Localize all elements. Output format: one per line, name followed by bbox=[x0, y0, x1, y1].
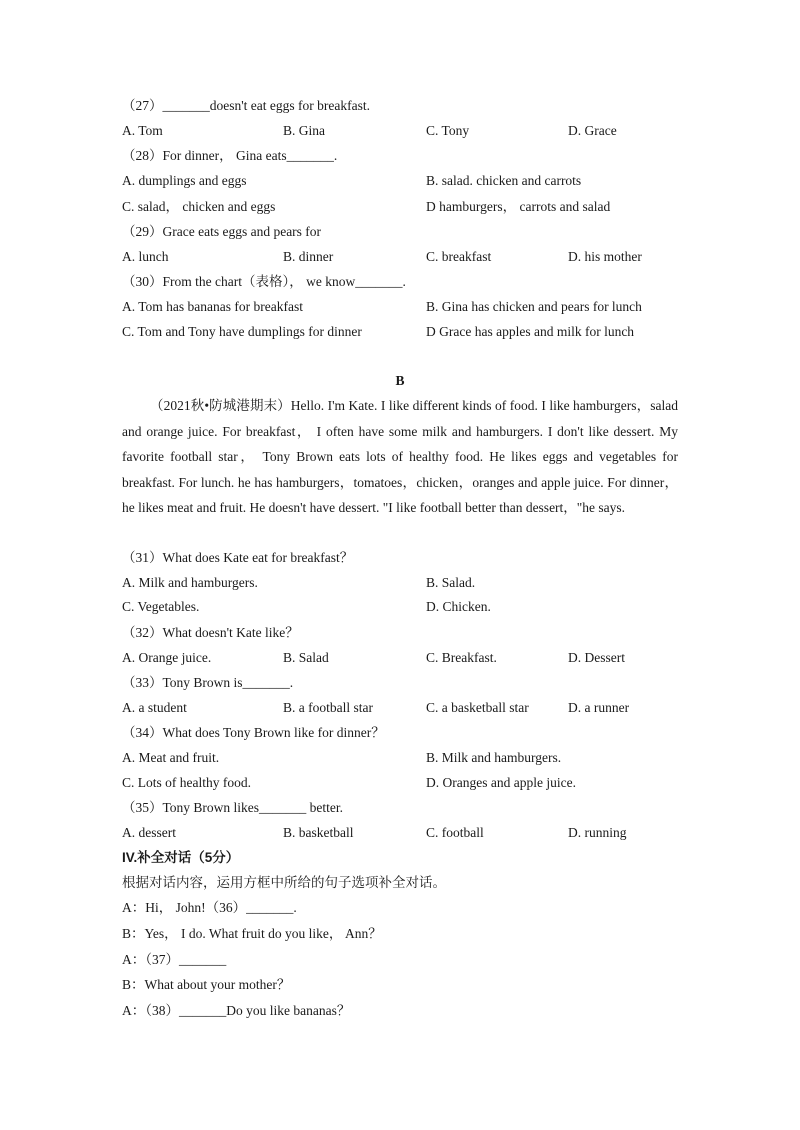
option-c: C. Breakfast. bbox=[426, 650, 497, 665]
question-35-stem: （35）Tony Brown likes_______ better. bbox=[122, 800, 344, 815]
section-iv-instruction: 根据对话内容，运用方框中所给的句子选项补全对话。 bbox=[122, 875, 446, 890]
question-28-options-row1 bbox=[122, 172, 682, 190]
option-b: B. Salad bbox=[283, 650, 329, 665]
option-a: A. a student bbox=[122, 700, 187, 715]
question-30-stem: （30）From the chart（表格）， we know_______. bbox=[122, 274, 406, 289]
question-31-options-row2 bbox=[122, 598, 682, 616]
question-34-stem: （34）What does Tony Brown like for dinner？ bbox=[122, 725, 385, 740]
option-c: C. a basketball star bbox=[426, 700, 529, 715]
dialogue-line: A：Hi， John!（36）_______. bbox=[122, 900, 297, 915]
option-d: D. his mother bbox=[568, 249, 642, 264]
option-a: A. dessert bbox=[122, 825, 176, 840]
option-b: B. Salad. bbox=[426, 575, 476, 590]
question-30-options-row2 bbox=[122, 323, 682, 341]
section-iv-title: IV.补全对话（5分） bbox=[122, 850, 240, 865]
question-34-options-row2 bbox=[122, 774, 682, 792]
option-c: C. Vegetables. bbox=[122, 599, 200, 614]
option-a: A. dumplings and eggs bbox=[122, 173, 247, 188]
question-33-stem: （33）Tony Brown is_______. bbox=[122, 675, 294, 690]
question-34-options-row1 bbox=[122, 749, 682, 767]
question-29-options bbox=[122, 248, 682, 266]
dialogue-line: B：Yes， I do. What fruit do you like， Ann？ bbox=[122, 926, 382, 941]
option-b: B. dinner bbox=[283, 249, 334, 264]
question-28-stem: （28）For dinner， Gina eats_______. bbox=[122, 148, 338, 163]
option-a: A. Milk and hamburgers. bbox=[122, 575, 258, 590]
option-b: B. Gina has chicken and pears for lunch bbox=[426, 299, 642, 314]
option-a: A. Meat and fruit. bbox=[122, 750, 220, 765]
question-27-options bbox=[122, 122, 682, 140]
option-d: D. Chicken. bbox=[426, 599, 491, 614]
option-c: C. salad， chicken and eggs bbox=[122, 199, 276, 214]
option-b: B. salad. chicken and carrots bbox=[426, 173, 582, 188]
option-a: A. lunch bbox=[122, 249, 169, 264]
section-b-heading: B bbox=[395, 373, 405, 388]
option-c: C. Tony bbox=[426, 123, 470, 138]
option-a: A. Orange juice. bbox=[122, 650, 212, 665]
question-31-options-row1 bbox=[122, 574, 682, 592]
option-d: D. Grace bbox=[568, 123, 617, 138]
option-c: C. Lots of healthy food. bbox=[122, 775, 251, 790]
option-b: B. Milk and hamburgers. bbox=[426, 750, 562, 765]
question-33-options bbox=[122, 699, 682, 717]
option-c: C. football bbox=[426, 825, 484, 840]
option-c: C. breakfast bbox=[426, 249, 492, 264]
question-32-stem: （32）What doesn't Kate like？ bbox=[122, 625, 299, 640]
question-31-stem: （31）What does Kate eat for breakfast？ bbox=[122, 550, 354, 565]
option-a: A. Tom bbox=[122, 123, 163, 138]
question-35-options bbox=[122, 824, 682, 842]
dialogue-line: B：What about your mother？ bbox=[122, 977, 291, 992]
dialogue-line: A：（38）_______Do you like bananas？ bbox=[122, 1003, 351, 1018]
dialogue-line: A：（37）_______ bbox=[122, 952, 227, 967]
option-b: B. Gina bbox=[283, 123, 325, 138]
reading-passage: （2021秋•防城港期末）Hello. I'm Kate. I like different kinds of food. I like hamburgers，salad and orange juice. For breakfast， I often have some milk and hamburgers. I don't like dessert. My favorite football star， Tony Brown eats lots of healthy food. He likes eggs and vegetables for breakfast. For lunch. he has hamburgers，tomatoes，chicken，oranges and apple juice. For dinner， he likes meat and fruit. He doesn't have dessert. "I like football better than dessert，"he says. bbox=[122, 398, 678, 515]
option-d: D hamburgers， carrots and salad bbox=[426, 199, 611, 214]
option-a: A. Tom has bananas for breakfast bbox=[122, 299, 303, 314]
option-d: D. a runner bbox=[568, 700, 630, 715]
question-29-stem: （29）Grace eats eggs and pears for bbox=[122, 224, 322, 239]
option-d: D Grace has apples and milk for lunch bbox=[426, 324, 635, 339]
option-b: B. a football star bbox=[283, 700, 373, 715]
question-30-options-row1 bbox=[122, 298, 682, 316]
question-27-stem: （27）_______doesn't eat eggs for breakfast. bbox=[122, 98, 370, 113]
option-d: D. Oranges and apple juice. bbox=[426, 775, 576, 790]
option-d: D. Dessert bbox=[568, 650, 625, 665]
option-b: B. basketball bbox=[283, 825, 354, 840]
question-32-options bbox=[122, 649, 682, 667]
option-c: C. Tom and Tony have dumplings for dinner bbox=[122, 324, 362, 339]
question-28-options-row2 bbox=[122, 198, 682, 216]
option-d: D. running bbox=[568, 825, 627, 840]
